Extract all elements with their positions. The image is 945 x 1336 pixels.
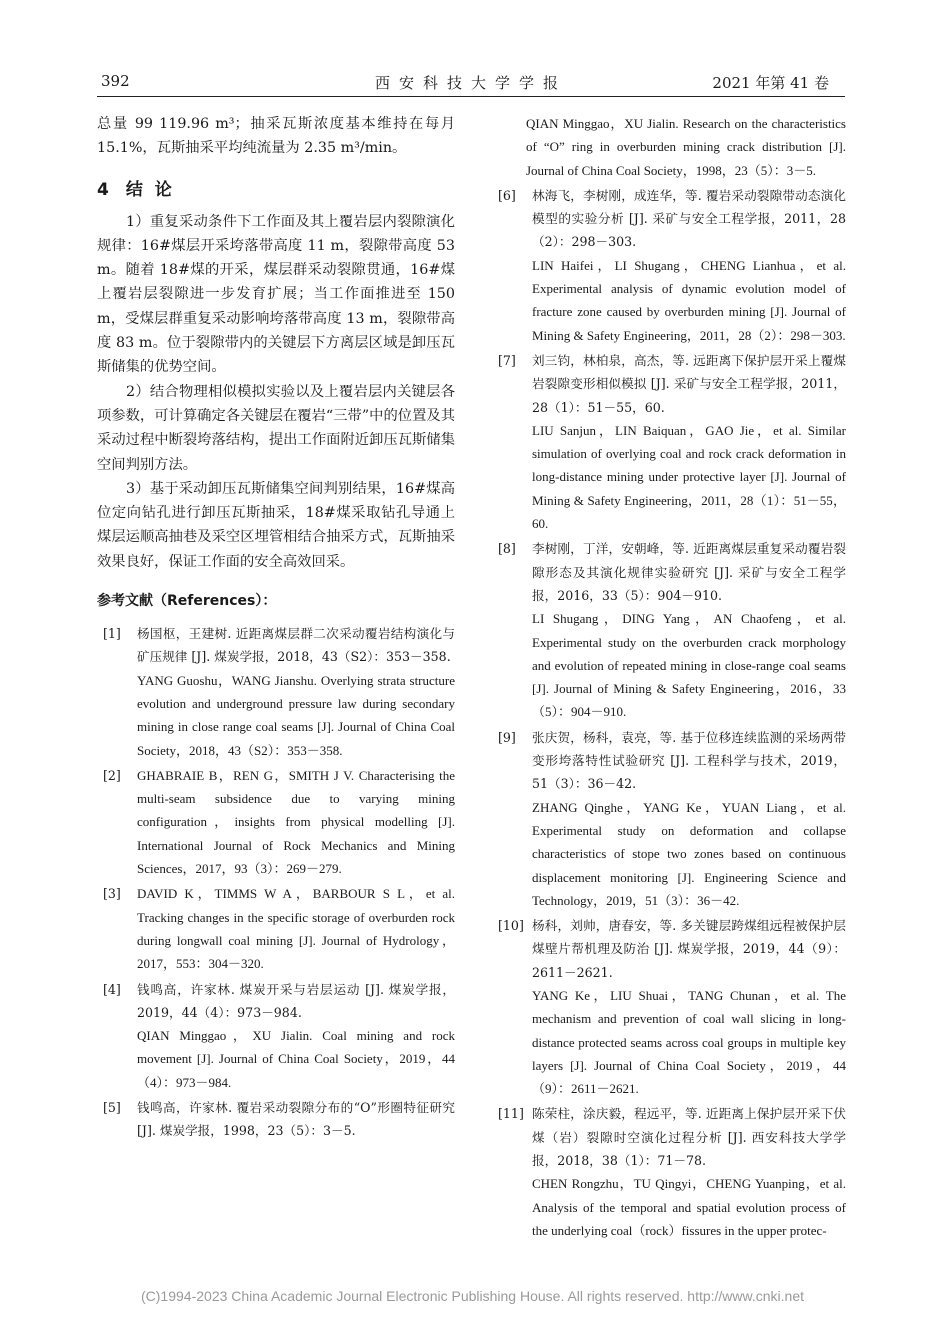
reference-english: YANG Guoshu，WANG Jianshu. Overlying strata structure evolution and underground pressure law during secondary mining in close range coal seams [J]. Journal of China Coal Society，2018，43（S2）：353－358.: [137, 672, 455, 758]
reference-chinese: 杨国枢，王建树. 近距离煤层群二次采动覆岩结构演化与矿压规律 [J]. 煤炭学报，2018，43（S2）：353－358.: [137, 626, 455, 665]
reference-number: [1]: [103, 626, 121, 642]
reference-english: LIN Haifei，LI Shugang，CHENG Lianhua，et al. Experimental analysis of dynamic evolution model of fracture zone caused by overburden mining [J]. Journal of Mining & Safety Engineering，2011，28（2）：298－303.: [532, 257, 846, 343]
right-column: [492, 112, 846, 1244]
reference-item: [492, 349, 846, 535]
journal-name: 西安科技大学学报: [374, 74, 567, 92]
reference-item: [492, 184, 846, 347]
reference-english: QIAN Minggao，XU Jialin. Coal mining and rock movement [J]. Journal of China Coal Society，2019，44（4）：973－984.: [137, 1028, 455, 1090]
left-reference-list: [97, 622, 455, 1143]
section-heading: [97, 175, 455, 200]
reference-item: [492, 914, 846, 1100]
reference-item: [97, 882, 455, 975]
reference-chinese: 钱鸣高，许家林. 覆岩采动裂隙分布的“O”形圈特征研究 [J]. 煤炭学报，1998，23（5）：3－5.: [137, 1099, 455, 1139]
reference-item: [97, 764, 455, 880]
section-number: 4: [97, 179, 112, 200]
reference-number: [5]: [103, 1099, 121, 1115]
reference-english: ZHANG Qinghe，YANG Ke，YUAN Liang，et al. Experimental study on deformation and collapse characteristics of stope two zones based on continuous displacement monitoring [J]. Engineering Science and Technology，2019，51（3）：36－42.: [532, 799, 846, 908]
reference-item: [492, 1102, 846, 1242]
reference-english: GHABRAIE B，REN G，SMITH J V. Characterising the multi-seam subsidence due to varying mining configuration，insights from physical modelling [J]. International Journal of Rock Mechanics and Mining Sciences，2017，93（3）：269－279.: [137, 767, 455, 877]
reference-item: [97, 978, 455, 1094]
reference-number: [9]: [498, 729, 516, 745]
reference-number: [10]: [498, 918, 524, 934]
reference-item: [97, 1096, 455, 1143]
page-number: 392: [101, 72, 130, 90]
reference-english: YANG Ke，LIU Shuai，TANG Chunan，et al. The mechanism and prevention of coal wall slicing in long-distance protected seams across coal groups in multiple key layers [J]. Journal of China Coal Society，2019，44（9）：2611－2621.: [532, 987, 846, 1097]
reference-english: DAVID K，TIMMS W A，BARBOUR S L，et al. Tracking changes in the specific storage of overburden rock during longwall coal mining [J]. Journal of Hydrology，2017，553：304－320.: [137, 886, 455, 972]
reference-chinese: 张庆贺，杨科，袁亮，等. 基于位移连续监测的采场两带变形垮落特性试验研究 [J]. 工程科学与技术，2019，51（3）：36－42.: [532, 729, 846, 792]
conclusion-2: 2）结合物理相似模拟实验以及上覆岩层内关键层各项参数，可计算确定各关键层在覆岩“三带”中的位置及其采动过程中断裂垮落结构，提出工作面附近卸压瓦斯储集空间判别方法。: [97, 383, 455, 473]
reference-number: [8]: [498, 541, 516, 557]
reference-number: [6]: [498, 187, 516, 203]
reference-chinese: 杨科，刘帅，唐春安，等. 多关键层跨煤组远程被保护层煤壁片帮机理及防治 [J]. 煤炭学报，2019，44（9）：2611－2621.: [532, 918, 846, 980]
reference-chinese: 陈荣柱，涂庆毅，程远平，等. 近距离上保护层开采下伏煤（岩）裂隙时空演化过程分析 [J]. 西安科技大学学报，2018，38（1）：71－78.: [532, 1106, 846, 1169]
reference-item: [97, 622, 455, 762]
reference-chinese: 钱鸣高，许家林. 煤炭开采与岩层运动 [J]. 煤炭学报，2019，44（4）：973－984.: [137, 981, 455, 1020]
reference-english: CHEN Rongzhu，TU Qingyi，CHENG Yuanping，et al. Analysis of the temporal and spatial evolution process of the underlying coal（rock）fissures in the upper protec-: [532, 1176, 846, 1238]
issue-info: 2021 年第 41 卷: [712, 74, 829, 92]
left-column: [97, 112, 455, 1145]
reference-continuation: QIAN Minggao，XU Jialin. Research on the characteristics of “O” ring in overburden mining crack distribution [J]. Journal of China Coal Society，1998，23（5）：3－5.: [526, 116, 846, 178]
reference-chinese: 刘三钧，林柏泉，高杰，等. 远距离下保护层开采上覆煤岩裂隙变形相似模拟 [J]. 采矿与安全工程学报，2011，28（1）：51－55，60.: [532, 352, 846, 415]
reference-chinese: 李树刚，丁洋，安朝峰，等. 近距离煤层重复采动覆岩裂隙形态及其演化规律实验研究 [J]. 采矿与安全工程学报，2016，33（5）：904－910.: [532, 541, 846, 603]
reference-number: [3]: [103, 886, 121, 902]
reference-chinese: 林海飞，李树刚，成连华，等. 覆岩采动裂隙带动态演化模型的实验分析 [J]. 采矿与安全工程学报，2011，28（2）：298－303.: [532, 187, 846, 250]
conclusion-1: 1）重复采动条件下工作面及其上覆岩层内裂隙演化规律：16#煤层开采垮落带高度 11 m，裂隙带高度 53 m。随着 18#煤的开采，煤层群采动裂隙贯通，16#煤上覆岩层裂隙进一步发育扩展；当工作面推进至 150 m，受煤层群重复采动影响垮落带高度 13 m，裂隙带高度 83 m。位于裂隙带内的关键层下方离层区域是卸压瓦斯储集的优势空间。: [97, 213, 455, 376]
reference-number: [11]: [498, 1106, 524, 1122]
right-reference-list: [492, 184, 846, 1242]
reference-item: [492, 726, 846, 912]
reference-english: LI Shugang，DING Yang，AN Chaofeng，et al. Experimental study on the overburden crack morphology and evolution of repeated mining in close-range coal seams [J]. Journal of Mining & Safety Engineering，2016，33（5）：904－910.: [532, 611, 846, 720]
references-heading: 参考文献（References）：: [97, 593, 277, 610]
reference-item: [492, 537, 846, 723]
reference-number: [4]: [103, 981, 121, 997]
reference-number: [7]: [498, 352, 516, 368]
running-header: [97, 70, 845, 97]
reference-number: [2]: [103, 767, 121, 783]
reference-english: LIU Sanjun，LIN Baiquan，GAO Jie，et al. Similar simulation of overlying coal and rock crack deformation in long-distance mining under protective layer [J]. Journal of Mining & Safety Engineering，2011，28（1）：51－55，60.: [532, 422, 846, 532]
intro-paragraph: 总量 99 119.96 m³；抽采瓦斯浓度基本维持在每月 15.1%，瓦斯抽采平均纯流量为 2.35 m³/min。: [97, 116, 455, 157]
copyright-footer: (C)1994-2023 China Academic Journal Electronic Publishing House. All rights reserved. http://www.cnki.net: [141, 1288, 804, 1304]
section-title: 结 论: [125, 179, 175, 200]
conclusion-3: 3）基于采动卸压瓦斯储集空间判别结果，16#煤高位定向钻孔进行卸压瓦斯抽采，18#煤采取钻孔导通上煤层运顺高抽巷及采空区埋管相结合抽采方式，瓦斯抽采效果良好，保证工作面的安全高效回采。: [97, 480, 455, 570]
